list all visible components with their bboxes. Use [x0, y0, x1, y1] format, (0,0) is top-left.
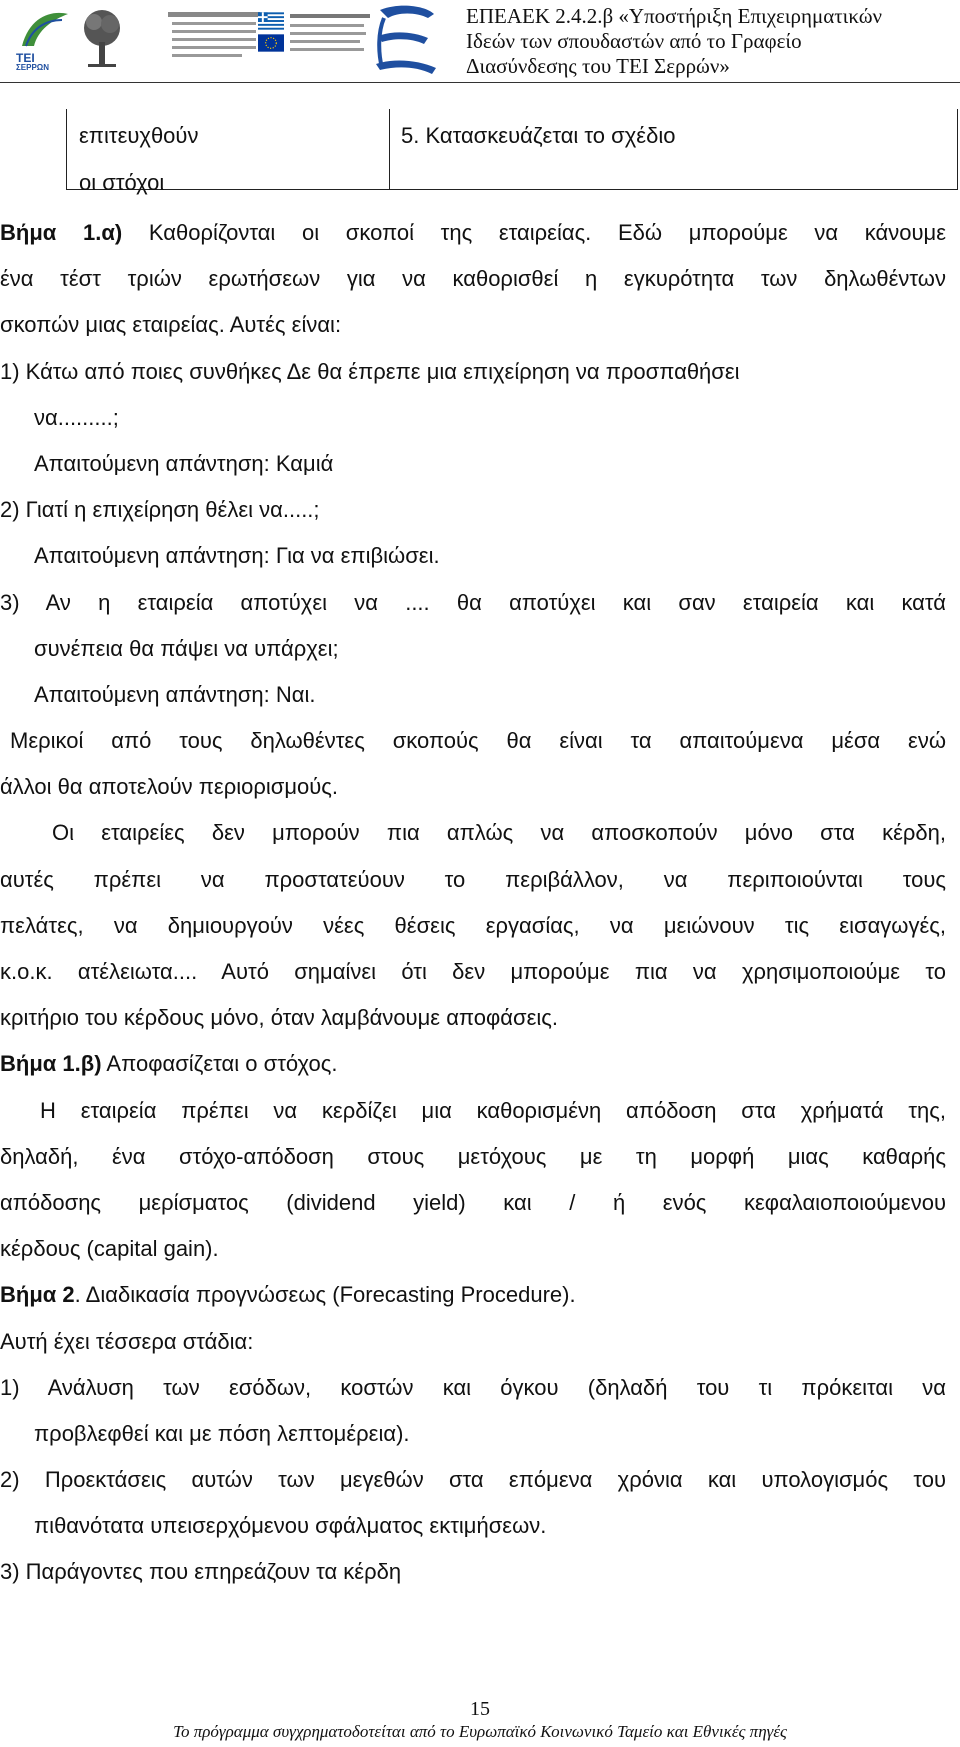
epeaek-e-logo: [370, 2, 440, 80]
text-line: δηλαδή, ένα στόχο-απόδοση στους μετόχους με τη μορφή μιας καθαρής: [0, 1143, 946, 1169]
text-line: άλλοι θα αποτελούν περιορισμούς.: [0, 774, 339, 800]
text-line: κέρδους (capital gain).: [0, 1236, 219, 1262]
text-line: σκοπών μιας εταιρείας. Αυτές είναι:: [0, 312, 342, 338]
text-span: . Διαδικασία προγνώσεως (Forecasting Procedure).: [74, 1282, 576, 1308]
header-title-line: Διασύνδεσης του ΤΕΙ Σερρών»: [466, 54, 730, 78]
step-label: Βήμα 1.α): [0, 220, 123, 245]
text-line: [0, 1041, 946, 1087]
text-span: Αποφασίζεται ο στόχος.: [101, 1051, 338, 1077]
text-line: Οι εταιρείες δεν μπορούν πια απλώς να αποσκοπούν μόνο στα κέρδη,: [52, 820, 946, 846]
text-line: Μερικοί από τους δηλωθέντες σκοπούς θα είναι τα απαιτούμενα μέσα ενώ: [10, 728, 946, 754]
header-title-line: ΕΠΕΑΕΚ 2.4.2.β «Υποστήριξη Επιχειρηματικών: [466, 4, 883, 28]
header-divider: [0, 82, 960, 83]
text-line: συνέπεια θα πάψει να υπάρχει;: [34, 635, 339, 661]
paideia-logo: [290, 10, 370, 68]
ministry-logo: [168, 10, 260, 68]
text-line: κ.ο.κ. ατέλειωτα.... Αυτό σημαίνει ότι δεν μπορούμε πια να χρησιμοποιούμε το: [0, 959, 946, 984]
text-line: ένα τέστ τριών ερωτήσεων για να καθορισθεί η εγκυρότητα των δηλωθέντων: [0, 266, 946, 292]
greek-flag-icon: [258, 12, 284, 30]
table-column-divider: [389, 109, 390, 189]
answer-line: Απαιτούμενη απάντηση: Για να επιβιώσει.: [34, 543, 440, 569]
table-cell-left: [79, 112, 198, 206]
svg-text:ΤΕΙ: ΤΕΙ: [16, 51, 35, 65]
text-line: αυτές πρέπει να προστατεύουν το περιβάλλον, να περιποιούνται τους: [0, 866, 946, 892]
text-line: [0, 1272, 946, 1318]
table-cell-line: επιτευχθούν: [79, 123, 199, 148]
continued-table: [66, 109, 958, 195]
document-body: [0, 210, 946, 1596]
table-cell-right: 5. Κατασκευάζεται το σχέδιο: [401, 123, 676, 148]
list-item: 3) Παράγοντες που επηρεάζουν τα κέρδη: [0, 1559, 402, 1585]
eu-flag-icon: [258, 34, 284, 52]
list-item: 2) Γιατί η επιχείρηση θέλει να.....;: [0, 497, 320, 523]
text-line: πελάτες, να δημιουργούν νέες θέσεις εργασίας, να μειώνουν τις εισαγωγές,: [0, 912, 946, 938]
list-item: 2) Προεκτάσεις αυτών των μεγεθών στα επόμενα χρόνια και υπολογισμός του: [0, 1467, 946, 1493]
answer-line: Απαιτούμενη απάντηση: Ναι.: [34, 681, 316, 707]
svg-text:ΣΕΡΡΩΝ: ΣΕΡΡΩΝ: [16, 63, 49, 72]
list-item: 1) Κάτω από ποιες συνθήκες Δε θα έπρεπε μια επιχείρηση να προσπαθήσει: [0, 358, 740, 384]
text-line: κριτήριο του κέρδους μόνο, όταν λαμβάνουμε αποφάσεις.: [0, 1005, 558, 1031]
text-line: απόδοσης μερίσματος (dividend yield) και / ή ενός κεφαλαιοποιούμενου: [0, 1189, 946, 1215]
footer-note: Το πρόγραμμα συγχρηματοδοτείται από το Ευρωπαϊκό Κοινωνικό Ταμείο και Εθνικές πηγές: [173, 1722, 787, 1741]
step-label: Βήμα 1.β): [0, 1051, 102, 1077]
page-header: [0, 0, 960, 84]
text-line: προβλεφθεί και με πόση λεπτομέρεια).: [34, 1420, 410, 1446]
text-line: πιθανότατα υπεισερχόμενου σφάλματος εκτιμήσεων.: [34, 1513, 547, 1539]
step-label: Βήμα 2: [0, 1282, 75, 1308]
list-item: 3) Αν η εταιρεία αποτύχει να .... θα αποτύχει και σαν εταιρεία και κατά: [0, 589, 946, 615]
tree-emblem-logo: [80, 4, 124, 76]
header-title-line: Ιδεών των σπουδαστών από το Γραφείο: [466, 29, 802, 53]
header-title: [466, 4, 960, 79]
text-span: Καθορίζονται οι σκοποί της εταιρείας. Εδώ μπορούμε να κάνουμε: [122, 220, 947, 245]
page-number: 15: [470, 1698, 490, 1720]
text-line: [0, 210, 946, 256]
answer-line: Απαιτούμενη απάντηση: Καμιά: [34, 450, 334, 476]
text-line: να.........;: [34, 404, 119, 430]
text-line: Η εταιρεία πρέπει να κερδίζει μια καθορισμένη απόδοση στα χρήματά της,: [40, 1097, 946, 1123]
list-item: 1) Ανάλυση των εσόδων, κοστών και όγκου (δηλαδή του τι πρόκειται να: [0, 1374, 946, 1400]
table-cell-line: οι στόχοι: [79, 170, 165, 195]
text-line: Αυτή έχει τέσσερα στάδια:: [0, 1328, 254, 1354]
tei-serron-logo: [12, 6, 72, 72]
